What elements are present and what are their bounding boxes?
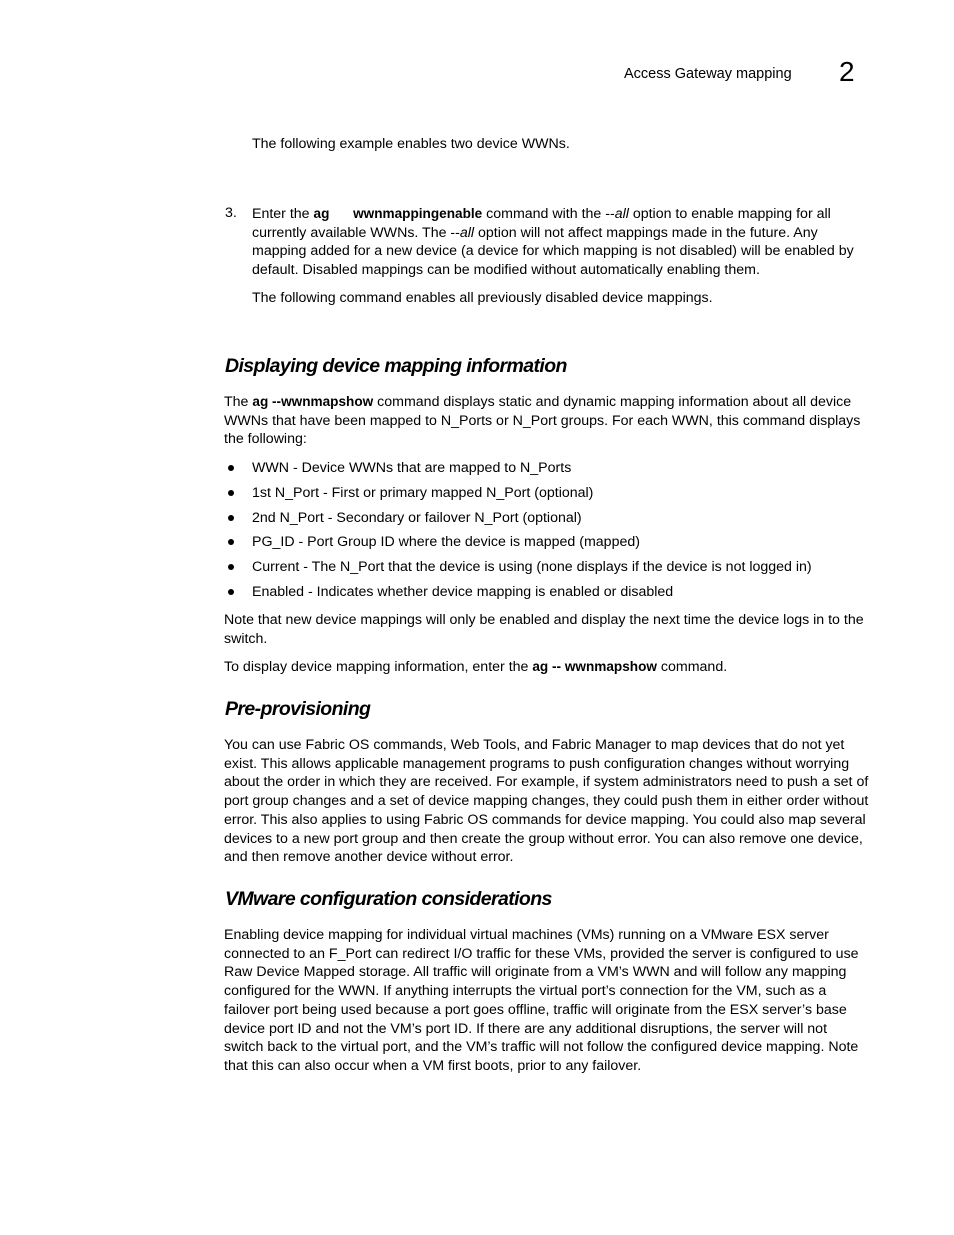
vmware-paragraph: Enabling device mapping for individual virtual machines (VMs) running on a VMware ESX server connected to an F_Port can redirect I/O traffic for these VMs, provided the server is configured to use Raw Device Mapped storage. All traffic will originate from a VM’s WWN and will follow any mapping configured for the WWN. If anything interrupts the virtual port’s connection for the VM, such as a failover port being used because a port goes offline, traffic will originate from the ESX server’s base device port ID and not the VM’s port ID. If there are any additional disruptions, the server will not switch back to the virtual port, and the VM’s traffic will not follow the configured device mapping. Note that this can also occur when a VM first boots, prior to any failover. xyxy=(224,927,859,1074)
section-heading-vmware: VMware configuration considerations xyxy=(225,888,552,910)
bullet-icon xyxy=(228,515,234,521)
bullet-icon xyxy=(228,539,234,545)
running-header-title: Access Gateway mapping xyxy=(624,66,792,82)
note-paragraph: Note that new device mappings will only be enabled and display the next time the device logs in to the switch. xyxy=(224,612,864,647)
field-list xyxy=(225,458,812,607)
list-item: Enabled - Indicates whether device mapping is enabled or disabled xyxy=(225,582,812,607)
list-item: PG_ID - Port Group ID where the device is mapped (mapped) xyxy=(225,532,812,557)
step-3-text: Enter the ag wwnmappingenable command with the --all option to enable mapping for all currently available WWNs. The --all option will not affect mappings made in the future. Any mapping added for a new device (a device for which mapping is not disabled) will be enabled by default. Disabled mappings can be modified without automatically enabling them. xyxy=(252,206,854,279)
command-name: ag --wwnmapshow xyxy=(252,394,374,409)
command-name: ag -- wwnmapshow xyxy=(532,659,657,674)
section-heading-displaying: Displaying device mapping information xyxy=(225,355,567,377)
display-intro-paragraph: The ag --wwnmapshow command displays static and dynamic mapping information about all device WWNs that have been mapped to N_Ports or N_Port groups. For each WWN, this command displays the following: xyxy=(224,394,861,448)
command-name: wwnmappingenable xyxy=(353,206,483,221)
display-command-paragraph: To display device mapping information, enter the ag -- wwnmapshow command. xyxy=(224,659,728,675)
example-intro-text: The following example enables two device WWNs. xyxy=(252,136,570,152)
bullet-icon xyxy=(228,490,234,496)
bullet-icon xyxy=(228,564,234,570)
preprovisioning-paragraph: You can use Fabric OS commands, Web Tools, and Fabric Manager to map devices that do not yet exist. This allows applicable management programs to push configuration changes without worrying about the order in which they are received. For example, if system administrators need to push a set of port group changes and a set of device mapping changes, they could push them in either order without error. This also applies to using Fabric OS commands for device mapping. You could also map several devices to a new port group and then create the group without error. You can also remove one device, and then remove another device without error. xyxy=(224,737,869,866)
section-heading-preprovisioning: Pre-provisioning xyxy=(225,698,371,720)
list-item: WWN - Device WWNs that are mapped to N_Ports xyxy=(225,458,812,483)
step-3-followup: The following command enables all previously disabled device mappings. xyxy=(252,290,713,306)
step-number: 3. xyxy=(225,205,237,221)
bullet-icon xyxy=(228,465,234,471)
chapter-number: 2 xyxy=(839,56,855,87)
command-name: ag xyxy=(313,206,330,221)
bullet-icon xyxy=(228,589,234,595)
list-item: Current - The N_Port that the device is using (none displays if the device is not logged in) xyxy=(225,557,812,582)
list-item: 2nd N_Port - Secondary or failover N_Port (optional) xyxy=(225,508,812,533)
list-item: 1st N_Port - First or primary mapped N_Port (optional) xyxy=(225,483,812,508)
